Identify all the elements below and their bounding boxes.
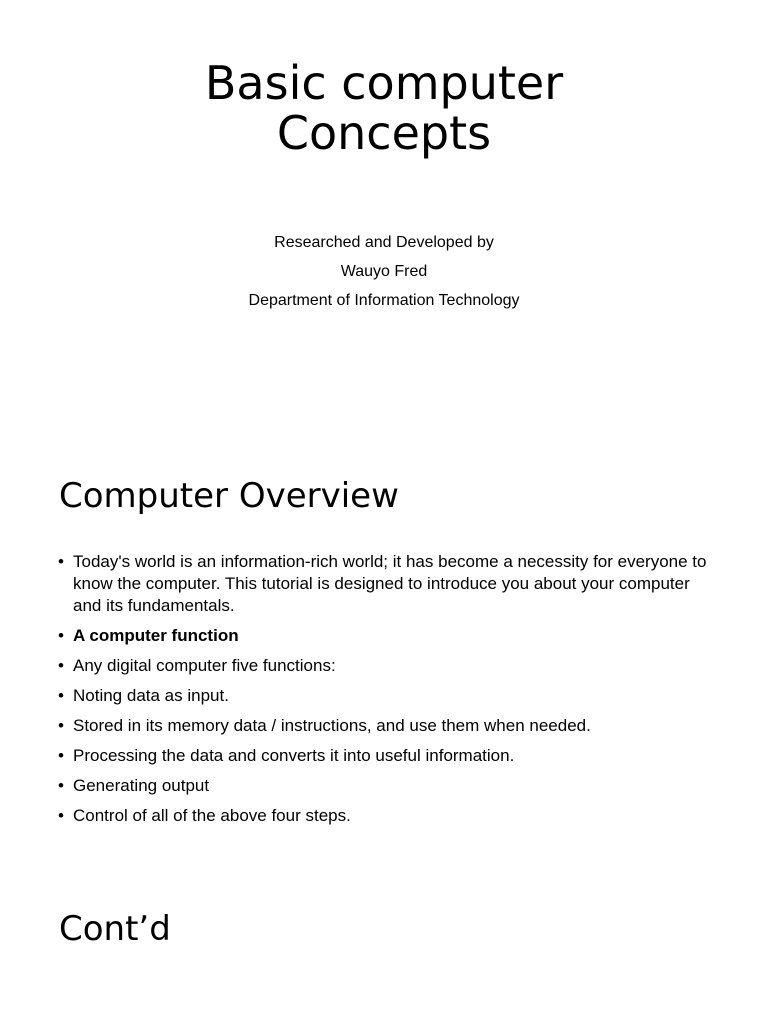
bullet-dot: • [58, 626, 64, 645]
bullet-item [58, 805, 708, 827]
title-line-2: Concepts [276, 106, 492, 160]
bullet-text: Processing the data and converts it into useful information. [73, 746, 515, 765]
bullet-item [58, 551, 708, 617]
title-line-1: Basic computer [204, 56, 564, 110]
bullet-dot: • [58, 776, 64, 795]
bullet-dot: • [58, 552, 64, 571]
overview-bullet-list [58, 551, 708, 835]
bullet-text: Today's world is an information-rich world; it has become a necessity for everyone to know the computer. This tutorial is designed to introduce you about your computer and its fundamentals. [73, 552, 707, 615]
slide-title [0, 58, 768, 158]
bullet-text: Generating output [73, 776, 210, 795]
subtitle-line-researched: Researched and Developed by [274, 234, 494, 251]
bullet-text: A computer function [73, 626, 239, 645]
bullet-dot: • [58, 686, 64, 705]
subtitle-block [0, 228, 768, 315]
bullet-text: Noting data as input. [73, 686, 229, 705]
bullet-item [58, 775, 708, 797]
subtitle-line-author: Wauyo Fred [340, 263, 428, 280]
bullet-dot: • [58, 656, 64, 675]
bullet-item [58, 685, 708, 707]
bullet-dot: • [58, 806, 64, 825]
bullet-text: Any digital computer five functions: [73, 656, 336, 675]
subtitle-line-department: Department of Information Technology [248, 292, 520, 309]
bullet-dot: • [58, 746, 64, 765]
bullet-text: Control of all of the above four steps. [73, 806, 351, 825]
section-heading-overview: Computer Overview [59, 476, 399, 516]
bullet-item [58, 745, 708, 767]
section-heading-contd: Cont’d [59, 909, 171, 949]
bullet-dot: • [58, 716, 64, 735]
bullet-item [58, 625, 708, 647]
bullet-text: Stored in its memory data / instructions, and use them when needed. [73, 716, 591, 735]
bullet-item [58, 715, 708, 737]
bullet-item [58, 655, 708, 677]
